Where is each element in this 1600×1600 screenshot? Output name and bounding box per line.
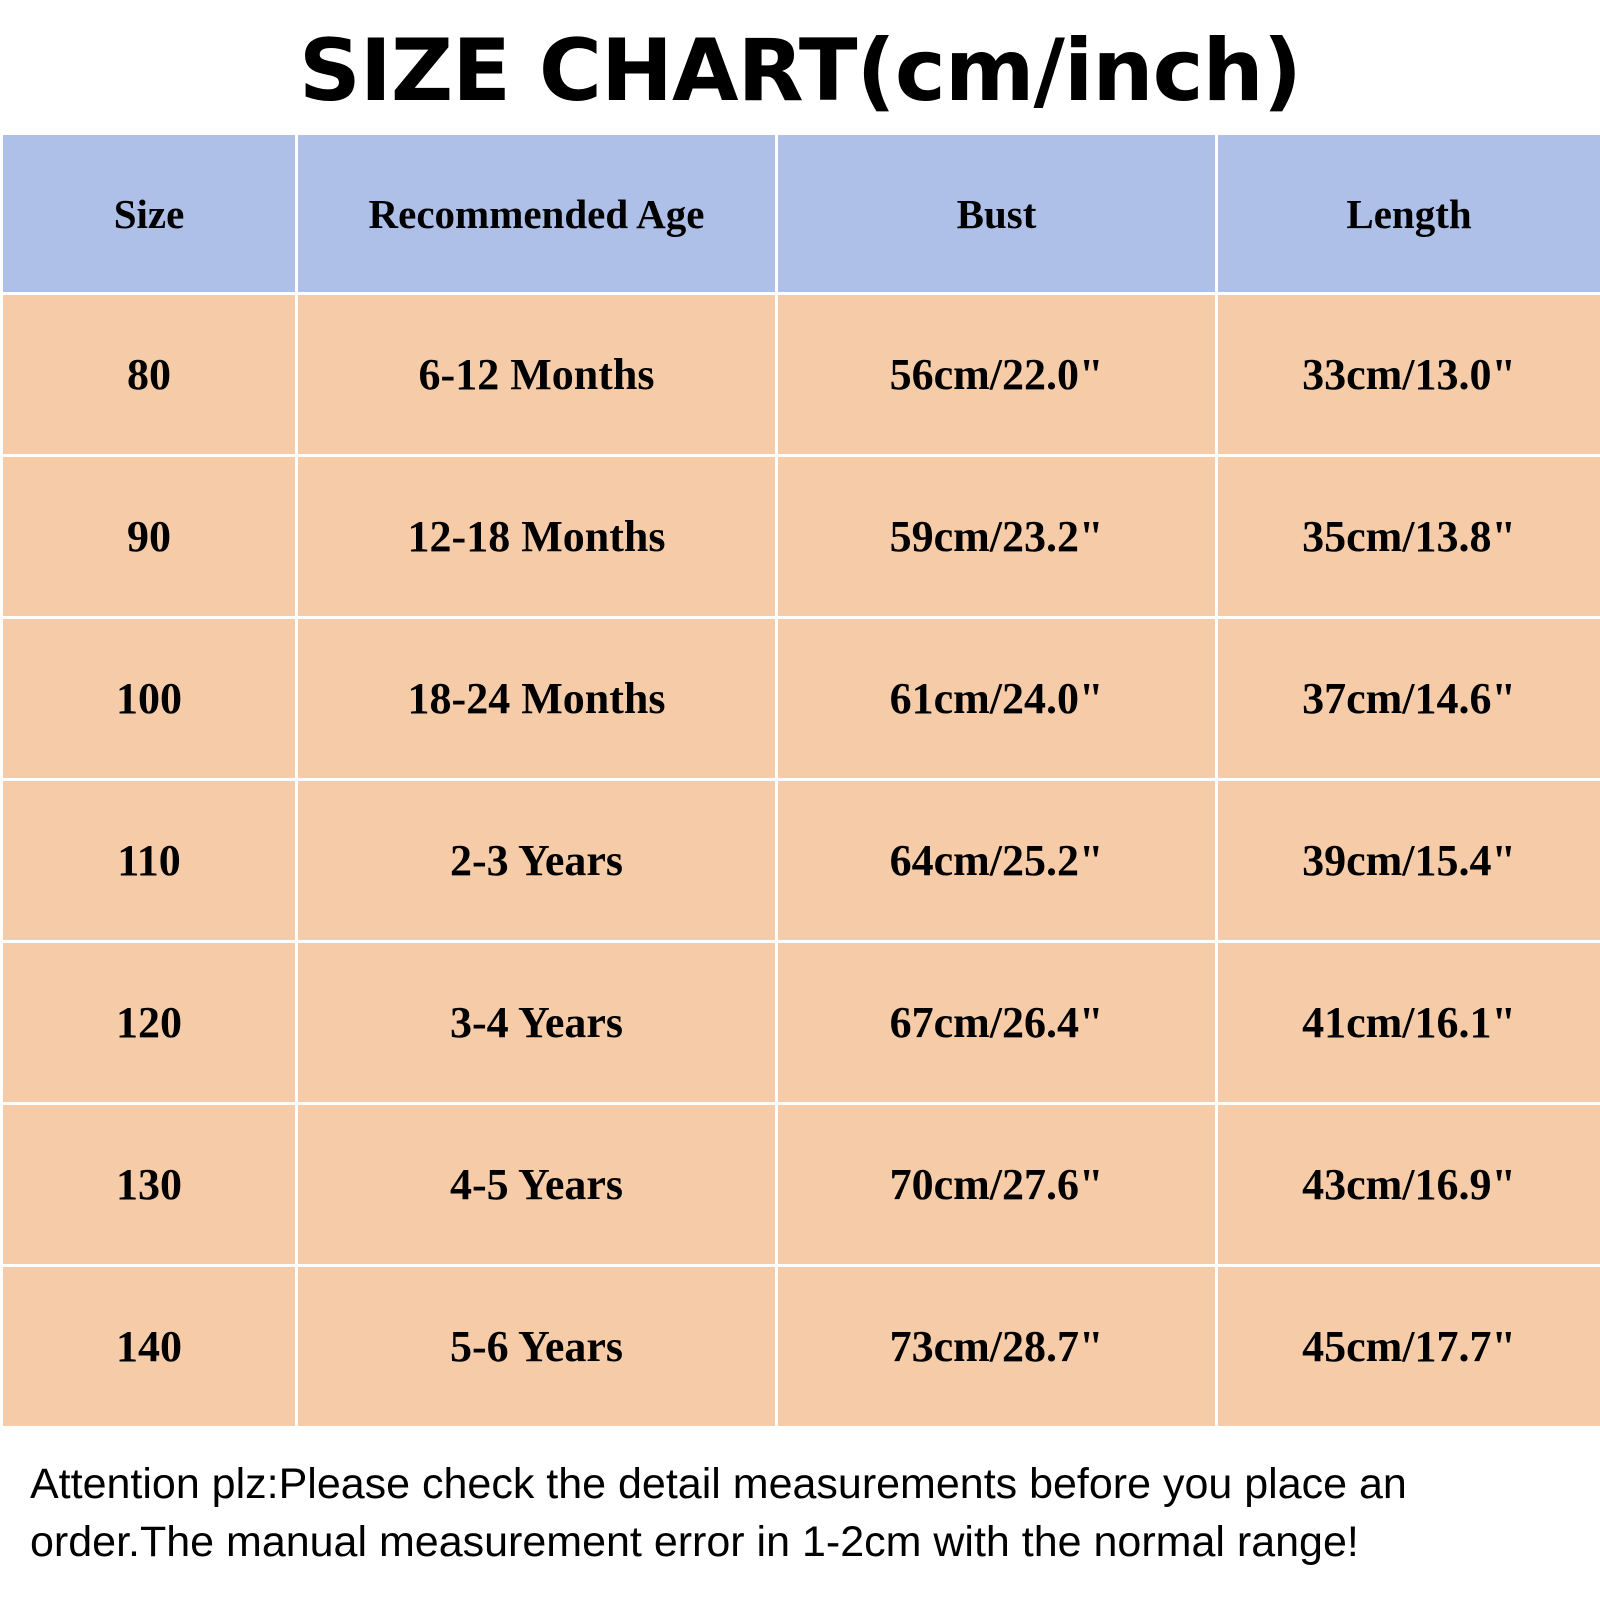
table-row	[2, 618, 1600, 780]
cell-length: 33cm/13.0"	[1217, 294, 1600, 456]
column-header-recommended-age: Recommended Age	[297, 134, 777, 294]
column-header-bust: Bust	[777, 134, 1217, 294]
attention-note: Attention plz:Please check the detail measurements before you place an order.The manual measurement error in 1-2cm with the normal range!	[30, 1460, 1407, 1567]
cell-age: 18-24 Months	[297, 618, 777, 780]
cell-size: 90	[2, 456, 297, 618]
cell-length: 41cm/16.1"	[1217, 942, 1600, 1104]
cell-length: 45cm/17.7"	[1217, 1266, 1600, 1428]
cell-size: 100	[2, 618, 297, 780]
table-header-row	[2, 134, 1600, 294]
cell-length: 37cm/14.6"	[1217, 618, 1600, 780]
cell-size: 130	[2, 1104, 297, 1266]
cell-age: 4-5 Years	[297, 1104, 777, 1266]
cell-bust: 61cm/24.0"	[777, 618, 1217, 780]
cell-size: 80	[2, 294, 297, 456]
page-title: SIZE CHART(cm/inch)	[298, 21, 1302, 121]
cell-size: 140	[2, 1266, 297, 1428]
cell-age: 12-18 Months	[297, 456, 777, 618]
table-row	[2, 1104, 1600, 1266]
cell-age: 2-3 Years	[297, 780, 777, 942]
table-row	[2, 942, 1600, 1104]
cell-length: 39cm/15.4"	[1217, 780, 1600, 942]
cell-age: 6-12 Months	[297, 294, 777, 456]
cell-bust: 59cm/23.2"	[777, 456, 1217, 618]
table-row	[2, 294, 1600, 456]
cell-size: 120	[2, 942, 297, 1104]
cell-age: 5-6 Years	[297, 1266, 777, 1428]
cell-length: 43cm/16.9"	[1217, 1104, 1600, 1266]
cell-length: 35cm/13.8"	[1217, 456, 1600, 618]
size-chart-table	[0, 132, 1600, 1429]
cell-size: 110	[2, 780, 297, 942]
table-row	[2, 780, 1600, 942]
cell-bust: 64cm/25.2"	[777, 780, 1217, 942]
column-header-length: Length	[1217, 134, 1600, 294]
cell-bust: 73cm/28.7"	[777, 1266, 1217, 1428]
cell-bust: 70cm/27.6"	[777, 1104, 1217, 1266]
cell-age: 3-4 Years	[297, 942, 777, 1104]
cell-bust: 56cm/22.0"	[777, 294, 1217, 456]
column-header-size: Size	[2, 134, 297, 294]
cell-bust: 67cm/26.4"	[777, 942, 1217, 1104]
table-row	[2, 1266, 1600, 1428]
table-row	[2, 456, 1600, 618]
